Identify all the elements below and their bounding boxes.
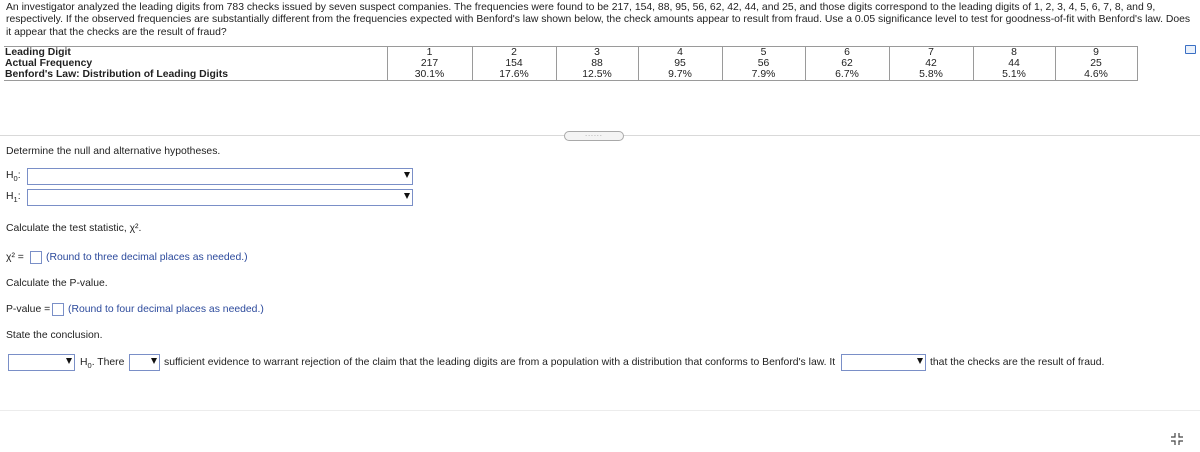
row-label: Actual Frequency [5, 58, 93, 69]
table-cell: 2 [472, 47, 556, 59]
table-cell: 217 [387, 58, 472, 69]
p-value-prompt: Calculate the P-value. [6, 278, 108, 289]
table-cell: 44 [973, 58, 1055, 69]
chi-square-label: χ² = [6, 252, 24, 263]
table-cell: 6.7% [805, 69, 889, 81]
test-statistic-prompt: Calculate the test statistic, χ². [6, 223, 142, 234]
table-cell: 95 [638, 58, 722, 69]
table-cell: 30.1% [387, 69, 472, 81]
table-cell: 7 [889, 47, 973, 59]
table-cell: 3 [556, 47, 638, 59]
table-row-actual-frequency [4, 58, 1137, 69]
conclusion-h0-text: $H_0$. There [80, 357, 125, 371]
table-cell: 5.1% [973, 69, 1055, 81]
table-cell: 1 [387, 47, 472, 59]
row-label: Leading Digit [4, 47, 387, 59]
table-cell: 154 [472, 58, 556, 69]
p-value-input[interactable] [52, 303, 64, 316]
table-cell: 9 [1055, 47, 1137, 59]
table-cell: 62 [805, 58, 889, 69]
chevron-down-icon [404, 172, 410, 178]
problem-statement: An investigator analyzed the leading digits from 783 checks issued by seven suspect companies. The frequencies were found to be 217, 154, 88, 95, 56, 62, 42, 44, and 25, and those digits correspond to the leading digits of 1, 2, 3, 4, 5, 6, 7, 8, and 9, respectively. If the observed frequencies are substantially different from the frequencies expected with Benford's law shown below, the check amounts appear to result from fraud. Use a 0.05 significance level to test for goodness-of-fit with Benford's law. Does it appear that the checks are the result of fraud? [6, 2, 1191, 38]
chi-square-hint: (Round to three decimal places as needed.) [46, 252, 248, 263]
benford-data-table [4, 46, 1138, 81]
p-value-hint: (Round to four decimal places as needed.) [68, 304, 264, 315]
table-row-leading-digit [4, 47, 1137, 59]
h1-label: $H_1$: [6, 191, 21, 205]
chevron-down-icon [151, 358, 157, 364]
hypotheses-prompt: Determine the null and alternative hypotheses. [6, 146, 221, 157]
table-cell: 42 [889, 58, 973, 69]
chevron-down-icon [66, 358, 72, 364]
table-cell: 88 [556, 58, 638, 69]
table-cell: 7.9% [722, 69, 805, 81]
conclusion-middle-text: sufficient evidence to warrant rejection of the claim that the leading digits are from a population with a distribution that conforms to Benford's law. It [164, 357, 836, 368]
evidence-select[interactable] [129, 354, 160, 371]
chevron-down-icon [917, 358, 923, 364]
expand-icon[interactable] [1170, 432, 1184, 446]
chi-square-input[interactable] [30, 251, 42, 264]
table-cell: 5.8% [889, 69, 973, 81]
decision-select[interactable] [8, 354, 75, 371]
divider-drag-handle[interactable]: ...... [564, 131, 624, 141]
h0-label: $H_0$: [6, 170, 21, 184]
table-cell: 17.6% [472, 69, 556, 81]
h1-select[interactable] [27, 189, 413, 206]
appear-select[interactable] [841, 354, 926, 371]
table-cell: 4.6% [1055, 69, 1137, 81]
row-label: Benford's Law: Distribution of Leading Digits [4, 69, 387, 81]
h0-select[interactable] [27, 168, 413, 185]
conclusion-prompt: State the conclusion. [6, 330, 103, 341]
chevron-down-icon [404, 193, 410, 199]
p-value-label: P-value = [6, 304, 51, 315]
table-cell: 25 [1055, 58, 1137, 69]
table-row-benford-distribution [4, 69, 1137, 81]
copy-table-icon[interactable] [1185, 45, 1196, 54]
table-cell: 6 [805, 47, 889, 59]
table-cell: 56 [722, 58, 805, 69]
bottom-divider [0, 410, 1200, 411]
table-cell: 9.7% [638, 69, 722, 81]
table-cell: 12.5% [556, 69, 638, 81]
conclusion-end-text: that the checks are the result of fraud. [930, 357, 1105, 368]
table-cell: 4 [638, 47, 722, 59]
table-cell: 8 [973, 47, 1055, 59]
table-cell: 5 [722, 47, 805, 59]
